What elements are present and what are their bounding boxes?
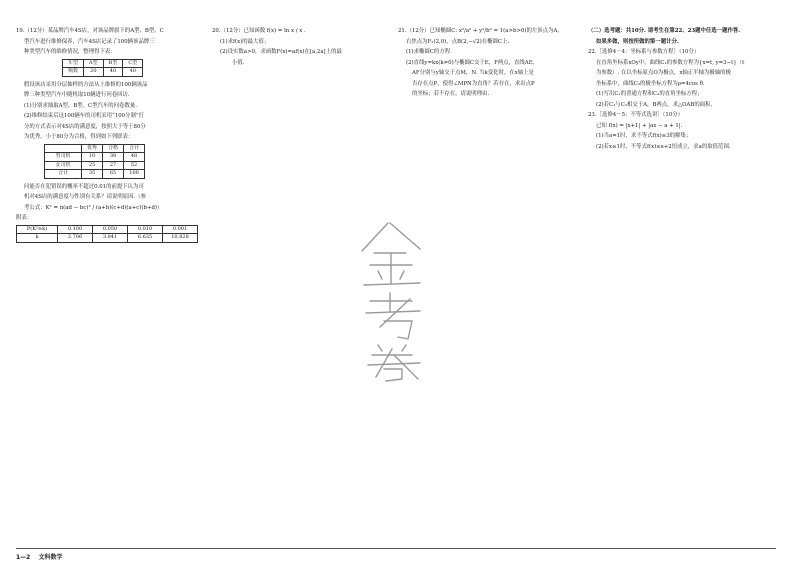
table3-cell: 2.706 xyxy=(58,234,93,243)
table2-cell: 38 xyxy=(103,153,124,162)
table1-header: C型 xyxy=(123,59,143,68)
q19-question-2: 机对4S店的满意度与性别有关系？请说明原因.（参 xyxy=(24,194,147,201)
q19-question-1: 问能否在犯错误的概率不超过0.01的前提下认为司 xyxy=(24,183,144,190)
q23-line: 已知 f(x) = |x+1| + |ax − a + 1|. xyxy=(596,122,683,129)
table3-cell: 0.050 xyxy=(93,225,128,234)
question-21-column xyxy=(398,26,582,100)
watermark-logo xyxy=(340,215,450,385)
q20-part-1: (1)求f(x)的最大值； xyxy=(220,38,270,45)
q21-part-2-cont: 的坐标；若不存在，请说明理由. xyxy=(412,91,490,98)
table2-cell: 10 xyxy=(82,153,103,162)
footer-label xyxy=(16,552,62,564)
q20-line-1: 20.（12分）已知函数 f(x) = ln x / x . xyxy=(212,28,306,34)
question-20-column xyxy=(212,26,394,68)
page-footer xyxy=(16,548,776,561)
q19-part-2: (2)维修结束后这100辆车的司机采用“100分制”打 xyxy=(24,113,144,120)
table2-cell: 男司机 xyxy=(45,153,82,162)
page-number: 1—2 xyxy=(16,554,31,561)
appendix-label: 附表： xyxy=(16,215,33,222)
q21-line-1: 21.（12分）已知椭圆C: x²/a² + y²/b² = 1(a>b>0)的左顶点为A， xyxy=(398,28,563,34)
vehicle-type-table xyxy=(62,59,143,77)
table2-cell: 48 xyxy=(124,153,145,162)
table1-cell: 频数 xyxy=(63,68,84,77)
q22-line: 坐标系中，曲线C₂的极坐标方程为ρ=4cos θ. xyxy=(596,80,705,87)
q20-part-2: (2)设实数a>0，求函数F(x)=af(x)在[a,2a]上的最 xyxy=(220,49,342,56)
table2-header xyxy=(45,144,82,153)
table1-cell: 40 xyxy=(123,68,143,77)
q21-part-1: (1)求椭圆C的方程. xyxy=(406,49,452,56)
table3-cell: 0.001 xyxy=(163,225,198,234)
table2-cell: 52 xyxy=(124,161,145,170)
q19-part-2-cont: 分的方式表示对4S店的满意度，按照大于等于80分 xyxy=(24,123,146,130)
critical-value-table xyxy=(16,225,198,243)
table3-cell: 0.100 xyxy=(58,225,93,234)
table3-cell: 6.635 xyxy=(128,234,163,243)
section-note: 如果多做，则按所做的第一题计分. xyxy=(596,38,679,45)
table2-cell: 100 xyxy=(124,170,145,179)
table2-cell: 女司机 xyxy=(45,161,82,170)
q19-line-3: 种类型汽车的维修情况，整理得下表： xyxy=(24,49,116,56)
table2-header: 合计 xyxy=(124,144,145,153)
q19-part-1: (1)分别求抽取A型、B型、C型汽车的问卷数量. xyxy=(24,102,137,109)
table1-header: 车型 xyxy=(63,59,84,68)
table1-cell: 40 xyxy=(103,68,123,77)
table2-cell: 27 xyxy=(103,161,124,170)
q19-line-1: 19.（12分）某品牌汽车4S店，对该品牌旗下的A型、B型、C xyxy=(16,28,164,34)
table3-cell: k xyxy=(17,234,58,243)
table2-cell: 合计 xyxy=(45,170,82,179)
q19-body-2: 牌三种类型汽车中随机取10辆进行问卷回访. xyxy=(24,92,130,99)
table2-cell: 35 xyxy=(82,170,103,179)
q19-body-1: 假设该店采用分层抽样的方法从上维修的100辆该品 xyxy=(24,81,148,88)
table3-cell: 10.828 xyxy=(163,234,198,243)
table1-header: B型 xyxy=(103,59,123,68)
q20-part-2-cont: 小值. xyxy=(232,59,245,66)
q22-part-2: (2)若C₁与C₂相交于A，B两点，求△OAB的面积. xyxy=(596,101,713,108)
table1-header: A型 xyxy=(84,59,104,68)
subject-label: 文科数学 xyxy=(38,554,63,561)
section-title: （二）选考题：共10分. 请考生在第22、23题中任选一题作答. xyxy=(588,28,741,34)
table3-cell: P(K²≥k) xyxy=(17,225,58,234)
q22-part-1: (1)写出C₁的普通方程和C₂的直角坐标方程； xyxy=(596,91,703,98)
q21-part-2-cont: AF分别与y轴交于点M，N. 当k变化时，在x轴上是 xyxy=(412,70,534,77)
table2-cell: 65 xyxy=(103,170,124,179)
q19-formula: 考公式：K² = n(ad − bc)² / (a+b)(c+d)(a+c)(b+d)） xyxy=(24,204,163,211)
q19-line-2: 型汽车进行维修保养，汽车4S店记录了100辆该品牌三 xyxy=(24,38,155,45)
q23-part-1: (1)当a=1时，求不等式f(x)≥3的解集； xyxy=(596,133,692,140)
q21-part-2: (2)直线y=kx(k≠0)与椭圆C交于E，F两点，直线AE， xyxy=(406,59,539,66)
q23-heading: 23.［选修4－5：不等式选讲］（10分） xyxy=(588,112,684,119)
contingency-table xyxy=(44,144,145,179)
table2-header: 合格 xyxy=(103,144,124,153)
q22-line: 在直角坐标系xOy中，曲线C₁的参数方程为{x=t, y=3−t}（t xyxy=(596,59,745,66)
table3-cell: 0.010 xyxy=(128,225,163,234)
table2-header: 优秀 xyxy=(82,144,103,153)
table1-cell: 20 xyxy=(84,68,104,77)
q21-part-2-cont: 否存在点P，使得∠MPN为直角？若存在，求出点P xyxy=(412,80,535,87)
table3-cell: 3.841 xyxy=(93,234,128,243)
question-19-column xyxy=(16,26,198,243)
q21-line-2: 右焦点为F₂(2,0)，点B(2,−√2)在椭圆C上. xyxy=(406,38,510,45)
q22-heading: 22.［选修4－4：坐标系与参数方程］（10分） xyxy=(588,49,700,56)
elective-questions-column xyxy=(588,26,774,152)
q22-line: 为参数）. 在以坐标原点O为极点，x轴正半轴为极轴的极 xyxy=(596,70,731,77)
q23-part-2: (2)若x≥1时，不等式f(x)≥x+2恒成立，求a的取值范围. xyxy=(596,143,731,150)
table2-cell: 25 xyxy=(82,161,103,170)
q19-part-2-cont: 为优秀，小于80分为合格，得到如下列联表： xyxy=(24,134,134,141)
